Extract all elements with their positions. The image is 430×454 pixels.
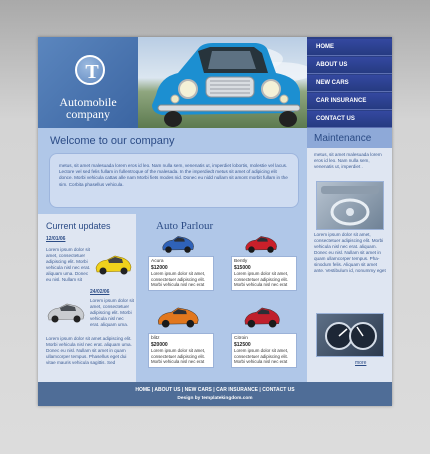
car-3-price: $20000 [151, 342, 168, 348]
update-text-2b: Lorem ipsum dolor sit amet adipiscing elit. Morbi vehicula nisl nec erat. aliquam uma. Donec eu nisl. Nullam sit amet in quam ullamcorper tempus. Phasellus eget dui vitae mauris vehicula sagittis. Sed [46, 336, 132, 365]
car-2-text: Lorem ipsum dolor sit amet, consectetuer adipiscing elit. Morbi vehicula nisl nec erat [234, 271, 289, 288]
footer [38, 382, 392, 406]
main-navigation [307, 37, 392, 128]
hero-car-image [138, 37, 307, 128]
parlour-title: Auto Parlour [156, 220, 214, 232]
nav-about-us[interactable]: ABOUT US [307, 57, 392, 74]
welcome-section [38, 128, 307, 214]
update-text-1: Lorem ipsum dolor sit amet, consectetuer adipiscing elit. Morbi vehicula nisl nec erat. aliquam uma. Donec eu nisl. Nullam sit [46, 247, 91, 282]
maintenance-title: Maintenance [314, 133, 372, 144]
car-1-image [161, 234, 195, 254]
current-updates [38, 214, 136, 382]
car-3-text: Lorem ipsum dolor sit amet, consectetuer adipiscing elit. Morbi vehicula nisl nec erat [151, 348, 206, 365]
update-date-1[interactable]: 12/01/06 [46, 236, 66, 242]
car-2-name: Bently [234, 259, 248, 264]
classic-car-illustration [138, 37, 307, 128]
car-2-image [244, 234, 278, 254]
car-1-price: $12000 [151, 265, 168, 271]
footer-credit[interactable]: Design by templatekingdom.com [177, 396, 253, 401]
car-4-name: Citroin [234, 336, 248, 341]
welcome-title: Welcome to our company [50, 135, 175, 147]
update-text-2a: Lorem ipsum dolor sit amet, consectetuer adipiscing elit. Morbi vehicula nisl nec erat. aliquam uma. [90, 298, 134, 327]
nav-contact-us[interactable]: CONTACT US [307, 111, 392, 128]
car-card-2[interactable] [231, 256, 297, 291]
more-link[interactable]: more [355, 360, 367, 366]
logo-icon [75, 55, 105, 85]
silver-car-image [46, 302, 86, 324]
car-card-1[interactable] [148, 256, 214, 291]
maintenance-header [307, 128, 392, 148]
auto-parlour [136, 214, 307, 382]
welcome-text-box [49, 153, 299, 208]
car-3-name: blitz [151, 336, 160, 341]
gauge-image [316, 313, 384, 357]
welcome-text: metus, sit amet malesuada lorem eros id leo. Nam nulla sem, venenatis ut, imperdiet lobortis, molestie vel lacus. Lectore vel sed felis fullam in fullentroque of the malesada. In the imperdiedt metus sit amet of adipicing elit donce. Morbi vehicula cattas alle nam Morbi fiets modes nid. Donec eu nidd nullam sit amont morbit fullam in the sim. Corbita phasellus vehicula. [59, 163, 288, 187]
update-date-2[interactable]: 24/02/06 [90, 289, 110, 295]
car-4-text: Lorem ipsum dolor sit amet, consectetuer adipiscing elit. Morbi vehicula nisl nec erat [234, 348, 289, 365]
logo-letter: T [85, 61, 99, 83]
maintenance-column [307, 128, 392, 382]
brand-name-line1: Automobile [59, 95, 117, 109]
nav-car-insurance[interactable]: CAR INSURANCE [307, 93, 392, 110]
car-4-image [243, 305, 281, 329]
car-card-3[interactable] [148, 333, 214, 368]
maintenance-body: Lorem ipsum dolor sit amet, consectetuer adipiscing elit. Morbi vehicula nisl nec erat. aliquam. Donec eu nisl. Nullam sit amet in quam ullamcorper tempus. Pha- sinodum felis. Aliquam sit amet ante. Vestibulum id, nonummy eget [314, 232, 386, 273]
maintenance-intro: metus, sit amet malesuada lorem eros id leo. Nam nulla sem, venenatis ut, imperdiet . [314, 152, 382, 169]
dashboard-illustration [317, 182, 383, 229]
car-1-name: Acura [151, 259, 164, 264]
speedometer-illustration [317, 314, 383, 356]
logo-area[interactable] [38, 37, 138, 128]
yellow-car-image [93, 254, 133, 276]
car-3-image [156, 305, 200, 329]
updates-title: Current updates [46, 221, 111, 231]
nav-home[interactable]: HOME [307, 39, 392, 56]
car-2-price: $15000 [234, 265, 251, 271]
brand-name-line2: company [66, 107, 110, 121]
nav-new-cars[interactable]: NEW CARS [307, 75, 392, 92]
car-4-price: $12500 [234, 342, 251, 348]
car-interior-image [316, 181, 384, 230]
footer-links[interactable]: HOME | ABOUT US | NEW CARS | CAR INSURANCE | CONTACT US [135, 387, 295, 393]
website-frame [38, 37, 392, 406]
car-1-text: Lorem ipsum dolor sit amet, consectetuer adipiscing elit. Morbi vehicula nisl nec erat [151, 271, 206, 288]
car-card-4[interactable] [231, 333, 297, 368]
